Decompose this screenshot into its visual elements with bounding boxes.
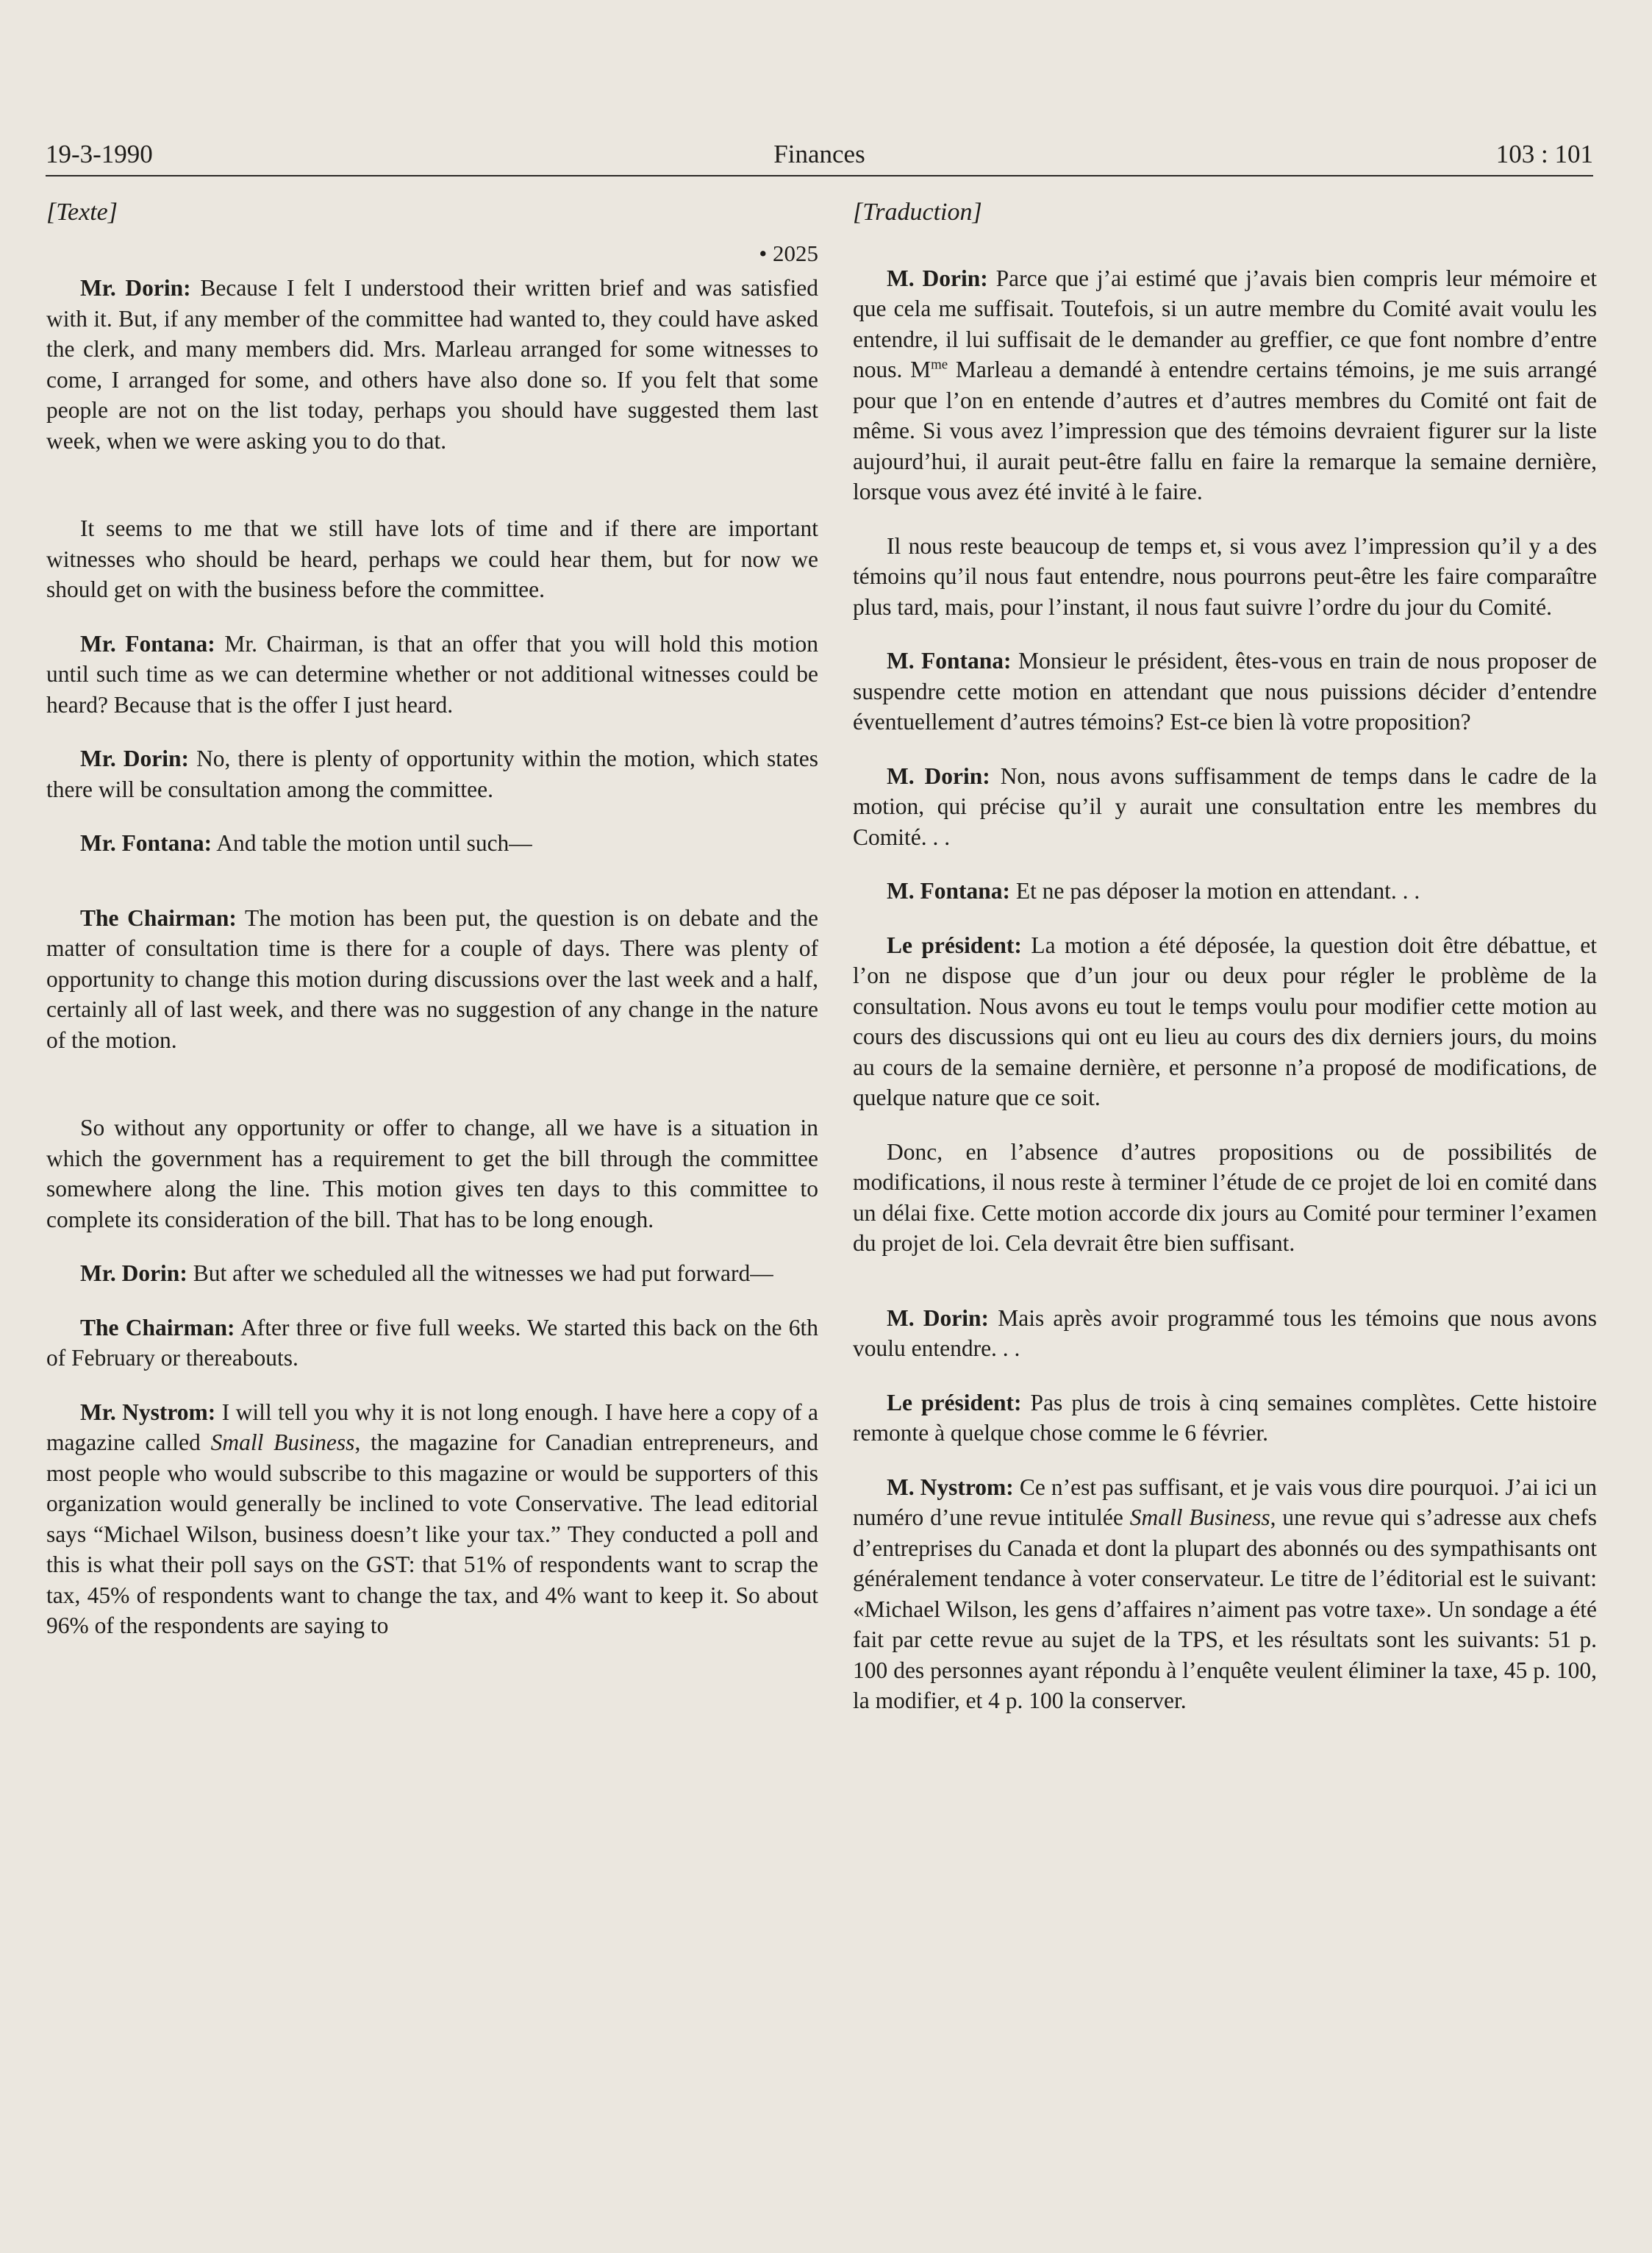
paragraph-text: Ce n’est pas suffisant, et je vais vous dire pourquoi. J’ai ici un numéro d’une revue intitulée Small Business, une revue qui s’adresse aux chefs d’entreprises du Canada et dont la plupart des abonnés ou des sympathisants ont généralement tendance à voter conservateur. Le titre de l’éditorial est le suivant: «Michael Wilson, les gens d’affaires n’aiment pas votre taxe». Un sondage a été fait par cette revue au sujet de la TPS, et les résultats sont les suivants: 51 p. 100 des personnes ayant répondu à l’enquête veulent éliminer la taxe, 45 p. 100, la modifier, et 4 p. 100 la conserver. [853, 1474, 1598, 1713]
paragraph [853, 1303, 1597, 1364]
paragraph [46, 1397, 818, 1641]
paragraph [46, 273, 818, 456]
paragraph-text: Il nous reste beaucoup de temps et, si vous avez l’impression qu’il y a des témoins qu’il nous faut entendre, nous pourrons peut-être les faire comparaître plus tard, mais, pour l’instant, il nous faut suivre l’ordre du jour du Comité. [853, 532, 1597, 620]
speaker-name: M. Fontana: [887, 878, 1010, 904]
speaker-name: M. Dorin: [887, 763, 990, 789]
time-marker: • 2025 [759, 240, 818, 266]
header-page-number: 103 : 101 [1495, 140, 1593, 168]
speaker-name: M. Nystrom: [887, 1474, 1014, 1500]
paragraph-text: Non, nous avons suffisamment de temps dans le cadre de la motion, qui précise qu’il y aurait une consultation entre les membres du Comité. . . [853, 763, 1597, 850]
paragraph [46, 1113, 818, 1235]
paragraph-text: Mais après avoir programmé tous les témoins que nous avons voulu entendre. . . [853, 1304, 1597, 1361]
paragraph [853, 876, 1597, 907]
paragraph-text: Donc, en l’absence d’autres propositions ou de possibilités de modifications, il nous reste à terminer l’étude de ce projet de loi en comité dans un délai fixe. Cette motion accorde dix jours au Comité pour terminer l’examen du projet de loi. Cela devrait être bien suffisant. [853, 1138, 1597, 1256]
paragraph-text: Monsieur le président, êtes-vous en train de nous proposer de suspendre cette motion en attendant que nous puissions décider d’entendre éventuellement d’autres témoins? Est-ce bien là votre proposition? [853, 648, 1597, 735]
english-column [46, 197, 818, 1665]
paragraph-text: Pas plus de trois à cinq semaines complètes. Cette histoire remonte à quelque chose comme le 6 février. [853, 1389, 1597, 1446]
speaker-name: The Chairman: [80, 904, 237, 931]
speaker-name: Mr. Fontana: [80, 830, 212, 856]
paragraph [46, 1313, 818, 1374]
paragraph-text: So without any opportunity or offer to change, all we have is a situation in which the government has a requirement to get the bill through the committee somewhere along the line. This motion gives ten days to this committee to complete its consideration of the bill. That has to be long enough. [46, 1115, 818, 1232]
speaker-name: M. Dorin: [887, 265, 988, 291]
speaker-name: M. Fontana: [887, 648, 1012, 674]
speaker-name: Le président: [887, 1389, 1022, 1415]
speaker-name: Mr. Fontana: [80, 630, 215, 657]
paragraph [46, 743, 818, 804]
french-column [853, 197, 1597, 1740]
speaker-name: M. Dorin: [887, 1304, 990, 1331]
paragraph-text: It seems to me that we still have lots of time and if there are important witnesses who should be heard, perhaps we could hear them, but for now we should get on with the business before the committee. [46, 515, 818, 602]
page-header [46, 140, 1593, 176]
paragraph [46, 903, 818, 1056]
header-date: 19-3-1990 [46, 140, 153, 168]
paragraph-text: No, there is plenty of opportunity within the motion, which states there will be consultation among the committee. [46, 746, 819, 802]
paragraph-text: The motion has been put, the question is on debate and the matter of consultation time is there for a couple of days. There was plenty of opportunity to change this motion during discussions over the last week and a half, certainly all of last week, and there was no suggestion of any change in the nature of the motion. [46, 904, 818, 1053]
paragraph-text: Because I felt I understood their written brief and was satisfied with it. But, if any member of the committee had wanted to, they could have asked the clerk, and many members did. Mrs. Marleau arranged for some witnesses to come, I arranged for some, and others have also done so. If you felt that some people are not on the list today, perhaps you should have suggested them last week, when we were asking you to do that. [46, 275, 819, 454]
paragraph-text: After three or five full weeks. We started this back on the 6th of February or thereabouts. [46, 1314, 818, 1371]
paragraph-text: I will tell you why it is not long enough. I have here a copy of a magazine called Small Business, the magazine for Canadian entrepreneurs, and most people who would subscribe to this magazine or would be supporters of this organization would generally be inclined to vote Conservative. The lead editorial says “Michael Wilson, business doesn’t like your tax.” They conducted a poll and this is what their poll says on the GST: that 51% of respondents want to scrap the tax, 45% of respondents want to change the tax, and 4% want to keep it. So about 96% of the respondents are saying to [46, 1399, 818, 1638]
paragraph [46, 513, 818, 605]
paragraph [853, 263, 1597, 507]
paragraph [853, 1472, 1597, 1716]
speaker-name: The Chairman: [80, 1314, 235, 1340]
speaker-name: Mr. Dorin: [80, 746, 189, 771]
paragraph-text: And table the motion until such— [216, 830, 532, 856]
paragraph [853, 646, 1597, 738]
header-title: Finances [773, 140, 865, 168]
speaker-name: Mr. Dorin: [80, 275, 191, 301]
column-label: [Traduction] [853, 199, 982, 226]
paragraph-text: Et ne pas déposer la motion en attendant. . . [1015, 878, 1420, 904]
paragraph [853, 761, 1597, 853]
paragraph [853, 1137, 1597, 1259]
paragraph-text: Parce que j’ai estimé que j’avais bien compris leur mémoire et que cela me suffisait. Toutefois, si un autre membre du Comité avait voulu les entendre, il lui suffisait de le demander au greffier, ce que font nombre d’entre nous. $M^{me}$ Marleau a demandé à entendre certains témoins, je me suis arrangé pour que l’on en entende d’autres et d’autres membres du Comité ont fait de même. Si vous avez l’impression que des témoins devraient figurer sur la liste aujourd’hui, il aurait peut-être fallu en faire la remarque la semaine dernière, lorsque vous avez été invité à le faire. [853, 265, 1597, 504]
paragraph [853, 930, 1597, 1113]
paragraph [853, 1388, 1597, 1449]
paragraph-text: Mr. Chairman, is that an offer that you will hold this motion until such time as we can determine whether or not additional witnesses could be heard? Because that is the offer I just heard. [46, 630, 819, 718]
paragraph-text: But after we scheduled all the witnesses we had put forward— [193, 1260, 773, 1286]
paragraph-text: La motion a été déposée, la question doit être débattue, et l’on ne dispose que d’un jour ou deux pour régler le problème de la consultation. Nous avons eu tout le temps voulu pour modifier cette motion au cours des discussions qui ont eu lieu au cours des dix derniers jours, du moins au cours de la semaine dernière, et personne n’a proposé de modifications, de quelque nature que ce soit. [853, 932, 1597, 1110]
speaker-name: Mr. Dorin: [80, 1260, 187, 1286]
paragraph [853, 531, 1597, 623]
paragraph [46, 1258, 818, 1289]
speaker-name: Le président: [887, 932, 1022, 958]
speaker-name: Mr. Nystrom: [80, 1399, 216, 1425]
column-label: [Texte] [46, 199, 118, 226]
paragraph [46, 629, 818, 721]
paragraph [46, 828, 818, 859]
